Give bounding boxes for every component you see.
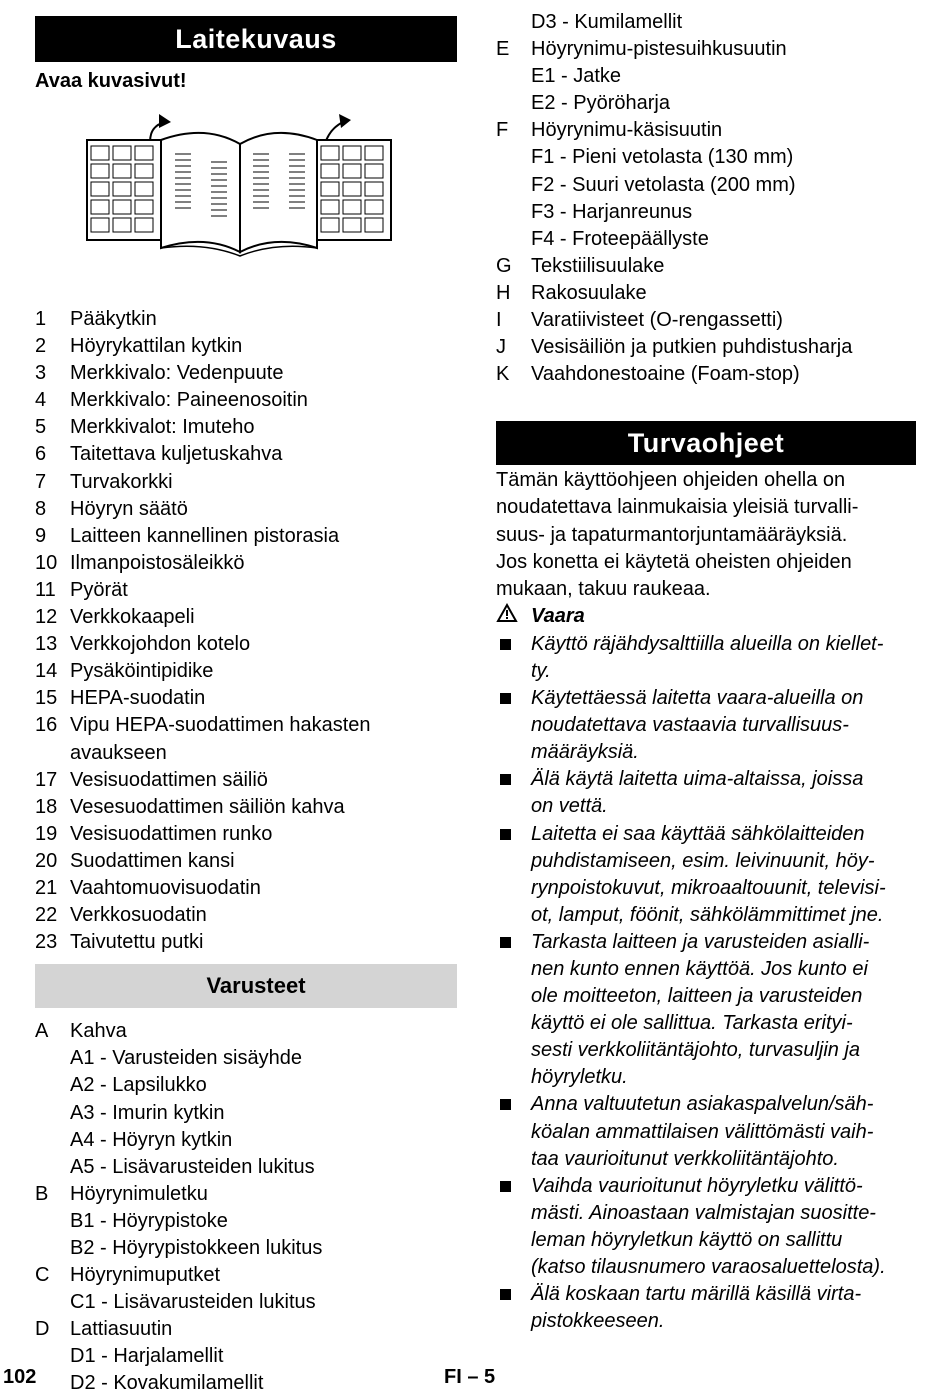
item-number	[35, 1127, 70, 1154]
item-label: B1 - Höyrypistoke	[70, 1209, 228, 1232]
open-booklet-icon	[35, 96, 457, 286]
warning-line: Älä käytä laitetta uima-altaissa, joissa	[531, 768, 864, 791]
list-item	[35, 1154, 457, 1181]
warning-line: Tarkasta laitteen ja varusteiden asialli-	[531, 930, 870, 953]
list-item	[35, 875, 457, 902]
warning-line: Älä koskaan tartu märillä käsillä virta-	[531, 1283, 862, 1306]
warning-line: ole moitteeton, laitteen ja varusteiden	[531, 985, 863, 1008]
item-number: 8	[35, 497, 47, 520]
list-item	[35, 929, 457, 956]
list-item	[35, 360, 457, 387]
accessories-list-left	[35, 1018, 457, 1397]
list-item	[35, 821, 457, 848]
intro-line: noudatettava lainmukaisia yleisiä turvalli-	[496, 496, 859, 519]
item-number: D	[35, 1318, 50, 1341]
warning-line: Käyttö räjähdysalttiilla alueilla on kiellet-	[531, 632, 884, 655]
list-item	[35, 441, 457, 468]
item-label: Vesesuodattimen säiliön kahva	[70, 795, 345, 818]
warning-line: leman höyryletkun käyttö on sallittu	[531, 1228, 843, 1251]
item-number: 19	[35, 822, 58, 845]
list-item	[35, 306, 457, 333]
item-number	[35, 1072, 70, 1099]
list-item	[35, 1370, 457, 1397]
warning-item	[496, 821, 916, 929]
item-label: Pääkytkin	[70, 308, 157, 330]
danger-heading	[496, 603, 916, 631]
item-label: Merkkivalo: Paineenosoitin	[70, 389, 308, 412]
list-item	[35, 1018, 457, 1045]
list-item	[35, 1208, 457, 1235]
item-number	[35, 1208, 70, 1235]
list-item	[496, 199, 916, 226]
item-number	[496, 90, 531, 117]
intro-line: Tämän käyttöohjeen ohjeiden ohella on	[496, 469, 846, 492]
bullet-square-icon	[496, 1173, 531, 1281]
item-number: G	[496, 254, 512, 277]
section-title-device-description: Laitekuvaus	[35, 16, 457, 62]
list-item	[496, 144, 916, 171]
warning-item	[496, 631, 916, 685]
item-label: Höyrykattilan kytkin	[70, 335, 243, 358]
item-number: 9	[35, 524, 47, 547]
list-item	[496, 90, 916, 117]
list-item	[35, 1289, 457, 1316]
item-number: F	[496, 119, 509, 142]
list-item	[496, 9, 916, 36]
item-label: Vesisuodattimen säiliö	[70, 768, 268, 791]
language-page-marker: FI – 5	[444, 1366, 496, 1388]
item-label: Vipu HEPA-suodattimen hakasten avaukseen	[70, 714, 371, 764]
warning-triangle-icon	[496, 603, 531, 631]
item-number: 5	[35, 416, 47, 439]
item-number	[496, 199, 531, 226]
warning-line: käyttö ei ole sallittua. Tarkasta erityi-	[531, 1012, 853, 1035]
list-item	[496, 172, 916, 199]
item-number: 21	[35, 876, 58, 899]
list-item	[35, 712, 457, 766]
list-item	[35, 1262, 457, 1289]
item-label: Verkkojohdon kotelo	[70, 633, 251, 656]
warning-line: ot, lamput, föönit, sähkölämmittimet jne.	[531, 903, 884, 926]
bullet-square-icon	[496, 821, 531, 929]
warning-line: nen kunto ennen käyttöä. Jos kunto ei	[531, 958, 868, 980]
item-label: Höyrynimu-käsisuutin	[531, 119, 723, 142]
warning-line: pistokkeeseen.	[531, 1310, 665, 1333]
item-label: Rakosuulake	[531, 281, 647, 304]
section-title-accessories: Varusteet	[35, 964, 457, 1008]
warning-line: mästi. Ainoastaan valmistajan suositte-	[531, 1201, 876, 1224]
warning-list	[496, 631, 916, 1335]
section-title-safety: Turvaohjeet	[496, 421, 916, 465]
bullet-square-icon	[496, 631, 531, 685]
item-number	[35, 1343, 70, 1370]
item-number: 2	[35, 335, 47, 358]
item-number: 18	[35, 795, 58, 818]
item-label: Taitettava kuljetuskahva	[70, 443, 283, 466]
warning-line: (katso tilausnumero varaosaluettelosta).	[531, 1256, 886, 1279]
item-number	[496, 9, 531, 36]
list-item	[35, 604, 457, 631]
item-label: D2 - Kovakumilamellit	[70, 1372, 264, 1395]
warning-line: rynpoistokuvut, mikroaaltouunit, televisi-	[531, 876, 886, 899]
item-label: E2 - Pyöröharja	[531, 92, 670, 115]
warning-line: Laitetta ei saa käyttää sähkölaitteiden	[531, 822, 865, 845]
list-item	[35, 523, 457, 550]
list-item	[496, 117, 916, 144]
item-label: Lattiasuutin	[70, 1318, 173, 1341]
warning-item	[496, 1173, 916, 1281]
item-label: Suodattimen kansi	[70, 849, 235, 872]
item-number	[35, 1235, 70, 1262]
item-number: 4	[35, 389, 47, 412]
warning-line: puhdistamiseen, esim. leivinuunit, höy-	[531, 849, 875, 872]
item-label: HEPA-suodatin	[70, 687, 206, 710]
item-label: Höyrynimu-pistesuihkusuutin	[531, 38, 787, 61]
list-item	[35, 414, 457, 441]
warning-line: Anna valtuutetun asiakaspalvelun/säh-	[531, 1093, 874, 1116]
item-label: A4 - Höyryn kytkin	[70, 1128, 233, 1151]
item-label: Vesisuodattimen runko	[70, 822, 273, 845]
list-item	[496, 253, 916, 280]
item-number	[496, 172, 531, 199]
item-label: Verkkosuodatin	[70, 904, 207, 927]
list-item	[496, 334, 916, 361]
item-number: 15	[35, 687, 58, 710]
item-label: Merkkivalo: Vedenpuute	[70, 362, 284, 385]
item-number: 10	[35, 551, 58, 574]
item-number: 7	[35, 470, 47, 493]
list-item	[35, 1343, 457, 1370]
item-label: B2 - Höyrypistokkeen lukitus	[70, 1237, 323, 1259]
item-label: Höyrynimuletku	[70, 1182, 208, 1205]
item-label: F1 - Pieni vetolasta (130 mm)	[531, 146, 794, 169]
warning-line: noudatettava vastaavia turvallisuus-	[531, 714, 849, 737]
warning-line: on vettä.	[531, 795, 608, 818]
list-item	[496, 226, 916, 253]
bullet-square-icon	[496, 929, 531, 1092]
item-label: Vaahtomuovisuodatin	[70, 876, 261, 899]
list-item	[35, 1072, 457, 1099]
list-item	[35, 848, 457, 875]
item-number	[35, 1154, 70, 1181]
item-number: 14	[35, 660, 58, 683]
warning-item	[496, 1091, 916, 1172]
list-item	[35, 387, 457, 414]
item-label: A3 - Imurin kytkin	[70, 1101, 225, 1124]
bullet-square-icon	[496, 685, 531, 766]
warning-line: Käytettäessä laitetta vaara-alueilla on	[531, 687, 864, 710]
open-image-pages-note: Avaa kuvasivut!	[35, 70, 187, 92]
warning-line: ty.	[531, 659, 551, 682]
item-number: 12	[35, 606, 58, 629]
list-item	[35, 1127, 457, 1154]
item-number	[496, 144, 531, 171]
item-label: Merkkivalot: Imuteho	[70, 416, 255, 439]
item-number: 22	[35, 904, 58, 927]
item-number	[35, 1370, 70, 1397]
accessories-list-right	[496, 9, 916, 388]
booklet-illustration	[35, 96, 457, 286]
list-item	[35, 1045, 457, 1072]
list-item	[35, 1100, 457, 1127]
item-number	[35, 1100, 70, 1127]
item-number: 23	[35, 931, 58, 954]
list-item	[35, 631, 457, 658]
list-item	[35, 902, 457, 929]
list-item	[35, 577, 457, 604]
warning-line: Vaihda vaurioitunut höyryletku välittö-	[531, 1174, 863, 1197]
list-item	[35, 658, 457, 685]
warning-item	[496, 1281, 916, 1335]
item-label: Tekstiilisuulake	[531, 254, 665, 277]
item-number: 16	[35, 714, 58, 737]
warning-line: sesti verkkoliitäntäjohto, turvasuljin ja	[531, 1039, 861, 1062]
list-item	[35, 794, 457, 821]
list-item	[35, 550, 457, 577]
item-number: A	[35, 1020, 49, 1043]
warning-item	[496, 929, 916, 1092]
list-item	[35, 469, 457, 496]
item-number	[35, 1289, 70, 1316]
danger-label: Vaara	[531, 605, 585, 628]
item-number: 17	[35, 768, 58, 791]
item-label: A2 - Lapsilukko	[70, 1074, 207, 1097]
item-number: 20	[35, 849, 58, 872]
item-label: C1 - Lisävarusteiden lukitus	[70, 1291, 316, 1314]
item-label: Ilmanpoistosäleikkö	[70, 551, 245, 574]
item-number	[35, 1045, 70, 1072]
item-label: Kahva	[70, 1020, 127, 1043]
item-label: Varatiivisteet (O-rengassetti)	[531, 309, 783, 332]
item-label: Höyryn säätö	[70, 497, 188, 520]
list-item	[35, 333, 457, 360]
list-item	[496, 307, 916, 334]
item-label: Taivutettu putki	[70, 931, 204, 954]
warning-line: taa vaurioitunut verkkoliitäntäjohto.	[531, 1147, 839, 1170]
warning-line: määräyksiä.	[531, 741, 639, 764]
item-number: K	[496, 363, 510, 386]
bullet-square-icon	[496, 1281, 531, 1335]
item-label: E1 - Jatke	[531, 65, 622, 88]
item-label: A5 - Lisävarusteiden lukitus	[70, 1155, 315, 1178]
right-column	[496, 0, 916, 1335]
item-label: Laitteen kannellinen pistorasia	[70, 524, 340, 547]
item-label: F4 - Froteepäällyste	[531, 227, 709, 250]
intro-line: suus- ja tapaturmantorjuntamääräyksiä.	[496, 523, 848, 546]
intro-line: Jos konetta ei käytetä oheisten ohjeiden	[496, 550, 852, 573]
item-label: Höyrynimuputket	[70, 1264, 221, 1287]
bullet-square-icon	[496, 1091, 531, 1172]
item-label: F3 - Harjanreunus	[531, 200, 693, 223]
warning-item	[496, 685, 916, 766]
page-number: 102	[3, 1366, 37, 1388]
item-label: Vesisäiliön ja putkien puhdistusharja	[531, 336, 853, 359]
list-item	[496, 280, 916, 307]
item-number: 3	[35, 362, 47, 385]
list-item	[496, 36, 916, 63]
warning-item	[496, 766, 916, 820]
item-label: Pyörät	[70, 578, 128, 601]
item-number: H	[496, 281, 511, 304]
safety-intro	[496, 467, 916, 602]
item-number: E	[496, 38, 510, 61]
item-label: D1 - Harjalamellit	[70, 1345, 224, 1368]
item-number: C	[35, 1264, 50, 1287]
left-column	[35, 0, 457, 1398]
item-label: Pysäköintipidike	[70, 660, 214, 683]
item-number: 1	[35, 308, 47, 330]
item-label: Verkkokaapeli	[70, 606, 195, 629]
warning-line: köalan ammattilaisen välittömästi vaih-	[531, 1120, 874, 1143]
item-label: D3 - Kumilamellit	[531, 11, 683, 33]
item-number	[496, 226, 531, 253]
list-item	[35, 1235, 457, 1262]
list-item	[496, 361, 916, 388]
list-item	[35, 685, 457, 712]
item-number: 11	[35, 578, 56, 601]
intro-line: mukaan, takuu raukeaa.	[496, 577, 711, 600]
item-number	[496, 63, 531, 90]
list-item	[496, 63, 916, 90]
list-item	[35, 1316, 457, 1343]
warning-line: höyryletku.	[531, 1066, 628, 1089]
list-item	[35, 767, 457, 794]
item-number: I	[496, 309, 502, 332]
parts-list	[35, 306, 457, 956]
list-item	[35, 1181, 457, 1208]
item-number: B	[35, 1182, 49, 1205]
item-label: Vaahdonestoaine (Foam-stop)	[531, 363, 800, 386]
item-label: F2 - Suuri vetolasta (200 mm)	[531, 173, 796, 196]
bullet-square-icon	[496, 766, 531, 820]
item-number: J	[496, 336, 506, 359]
item-number: 13	[35, 633, 58, 656]
list-item	[35, 496, 457, 523]
item-number: 6	[35, 443, 47, 466]
item-label: A1 - Varusteiden sisäyhde	[70, 1047, 302, 1070]
item-label: Turvakorkki	[70, 470, 173, 493]
